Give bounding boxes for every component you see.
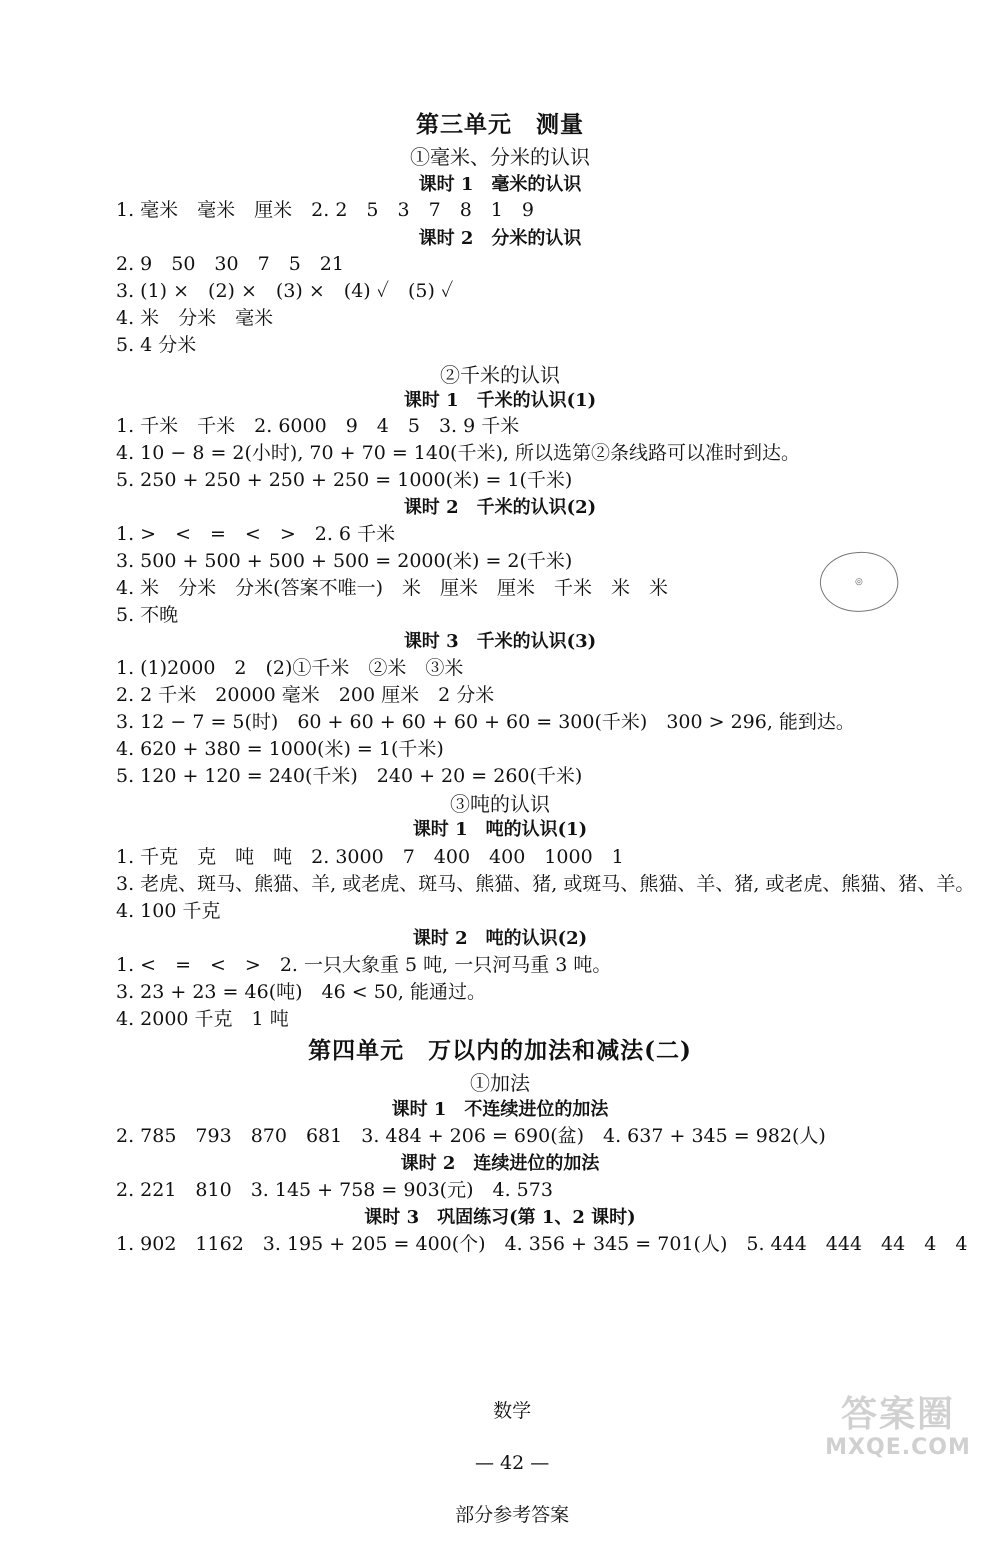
answer-line: 5. 120 + 120 = 240(千米) 240 + 20 = 260(千米) [116,765,583,787]
answer-line: 5. 4 分米 [116,334,197,356]
lesson-title: 课时 1 毫米的认识 [418,174,582,195]
answer-line: 4. 10 − 8 = 2(小时), 70 + 70 = 140(千米), 所以选第②条线路可以准时到达。 [116,442,800,464]
answer-line: 2. 2 千米 20000 毫米 200 厘米 2 分米 [116,684,495,706]
answer-line: 2. 221 810 3. 145 + 758 = 903(元) 4. 573 [116,1179,553,1201]
answer-line: 5. 不晚 [116,604,179,626]
answer-line: 3. 500 + 500 + 500 + 500 = 2000(米) = 2(千米) [116,550,573,572]
watermark-logo [800,1395,996,1467]
lesson-title: 课时 2 分米的认识 [418,228,582,249]
lesson-title: 课时 1 吨的认识(1) [412,819,588,840]
answer-line: 4. 2000 千克 1 吨 [116,1008,289,1030]
footer-label: 部分参考答案 [455,1504,570,1526]
lesson-title: 课时 2 千米的认识(2) [403,497,597,518]
lesson-title: 课时 3 巩固练习(第 1、2 课时) [364,1207,636,1228]
section-title: ①毫米、分米的认识 [410,145,590,169]
page-number: — 42 — [474,1452,550,1474]
answer-line: 4. 100 千克 [116,900,221,922]
lesson-title: 课时 1 不连续进位的加法 [391,1099,609,1120]
answer-line: 3. 12 − 7 = 5(时) 60 + 60 + 60 + 60 + 60 = 300(千米) 300 > 296, 能到达。 [116,711,855,733]
answer-line: 1. > < = < > 2. 6 千米 [116,523,396,545]
lesson-title: 课时 1 千米的认识(1) [403,390,597,411]
answer-line: 1. 902 1162 3. 195 + 205 = 400(个) 4. 356 + 345 = 701(人) 5. 444 444 44 4 4 [116,1233,968,1255]
answer-line: 1. < = < > 2. 一只大象重 5 吨, 一只河马重 3 吨。 [116,954,612,976]
section-title: ①加法 [470,1071,530,1095]
answer-line: 1. 毫米 毫米 厘米 2. 2 5 3 7 8 1 9 [116,199,534,221]
lesson-title: 课时 3 千米的认识(3) [403,631,597,652]
answer-line: 3. 老虎、斑马、熊猫、羊, 或老虎、斑马、熊猫、猪, 或斑马、熊猫、羊、猪, 或老虎、熊猫、猪、羊。 [116,873,975,895]
lesson-title: 课时 2 吨的认识(2) [412,928,588,949]
answer-line: 3. 23 + 23 = 46(吨) 46 < 50, 能通过。 [116,981,486,1003]
answer-line: 3. (1) × (2) × (3) × (4) ✓ (5) ✓ [116,280,454,302]
watermark-top-text: 答案圈 [840,1394,955,1435]
section-title: ②千米的认识 [440,363,560,387]
answer-line: 4. 米 分米 毫米 [116,307,274,329]
watermark-bottom-text: MXQE.COM [825,1435,971,1460]
answer-line: 4. 米 分米 分米(答案不唯一) 米 厘米 厘米 千米 米 米 [116,577,668,599]
answer-line: 2. 785 793 870 681 3. 484 + 206 = 690(盆) 4. 637 + 345 = 982(人) [116,1125,826,1147]
stamp-mark: ◎ [816,547,902,617]
lesson-title: 课时 2 连续进位的加法 [400,1153,600,1174]
section-title: ③吨的认识 [450,792,550,816]
answer-line: 1. 千米 千米 2. 6000 9 4 5 3. 9 千米 [116,415,520,437]
unit-4-title: 第四单元 万以内的加法和减法(二) [308,1037,692,1064]
answer-line: 1. 千克 克 吨 吨 2. 3000 7 400 400 1000 1 [116,846,624,868]
answer-line: 2. 9 50 30 7 5 21 [116,253,344,275]
footer-subject: 数学 [493,1400,532,1422]
unit-3-title: 第三单元 测量 [416,111,584,138]
answer-line: 1. (1)2000 2 (2)①千米 ②米 ③米 [116,657,464,679]
answer-line: 4. 620 + 380 = 1000(米) = 1(千米) [116,738,444,760]
answer-line: 5. 250 + 250 + 250 + 250 = 1000(米) = 1(千米) [116,469,573,491]
